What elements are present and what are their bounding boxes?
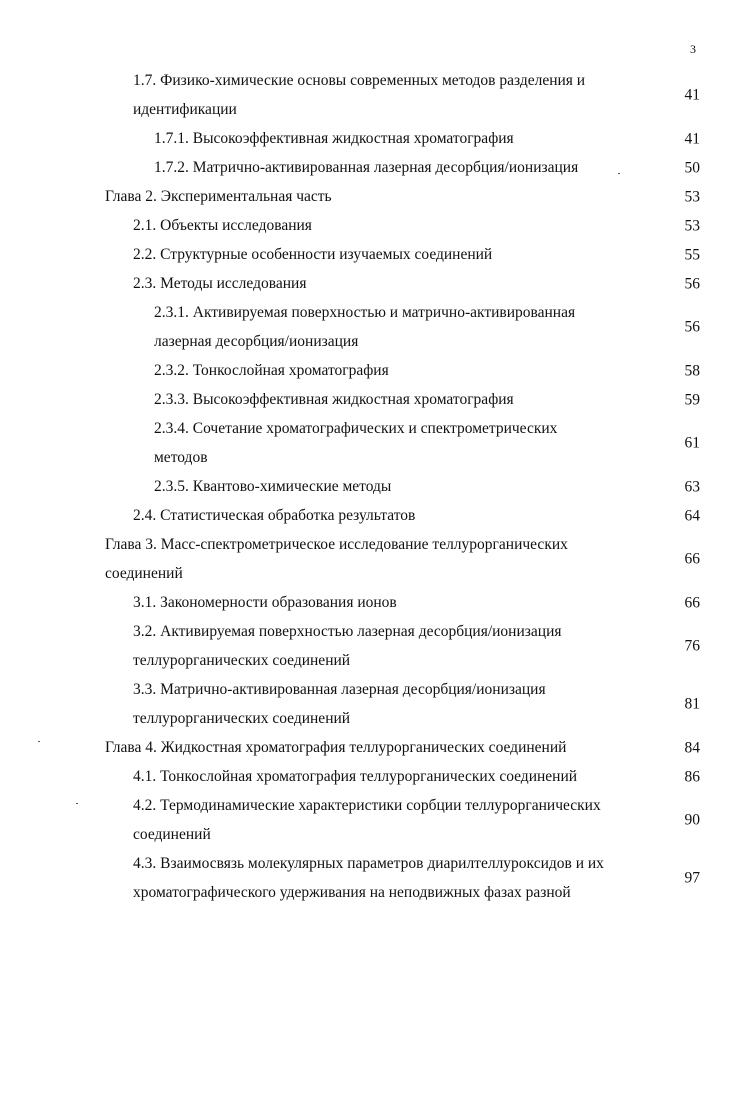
- toc-entry: [0, 588, 733, 617]
- toc-entry-line: соединений: [105, 565, 183, 582]
- toc-entry-line: 2.2. Структурные особенности изучаемых соединений: [133, 246, 493, 263]
- toc-entry-title: [0, 501, 733, 530]
- toc-entry: [0, 617, 733, 675]
- toc-entry-page: 53: [684, 217, 700, 234]
- toc-entry-line: теллурорганических соединений: [133, 710, 351, 727]
- toc-entry-line: теллурорганических соединений: [133, 652, 351, 669]
- toc-entry-page: 41: [684, 86, 700, 104]
- toc-entry-title: [0, 356, 733, 385]
- toc-entry-line: 4.3. Взаимосвязь молекулярных параметров диарилтеллуроксидов и их: [133, 855, 604, 872]
- toc-entry: [0, 182, 733, 211]
- toc-entry-page: 66: [684, 550, 700, 568]
- scan-speck: [76, 803, 78, 804]
- toc-entry-page: 97: [684, 869, 700, 887]
- scan-speck: [38, 741, 40, 742]
- toc-entry-line: 1.7.2. Матрично-активированная лазерная десорбция/ионизация: [154, 159, 579, 176]
- toc-entry: [0, 298, 733, 356]
- toc-entry: [0, 501, 733, 530]
- toc-entry-line: соединений: [133, 826, 211, 843]
- toc-entry: [0, 762, 733, 791]
- toc-entry-page: 86: [684, 768, 700, 785]
- toc-entry-title: [0, 733, 733, 762]
- toc-entry-page: 84: [684, 739, 700, 756]
- toc-entry-line: 2.3. Методы исследования: [133, 275, 307, 292]
- toc-entry: [0, 675, 733, 733]
- toc-entry-line: 2.1. Объекты исследования: [133, 217, 312, 234]
- toc-entry-title: [0, 124, 733, 153]
- toc-entry: [0, 211, 733, 240]
- toc-entry: [0, 414, 733, 472]
- toc-entry-page: 90: [684, 811, 700, 829]
- toc-entry-line: 2.3.2. Тонкослойная хроматография: [154, 362, 389, 379]
- toc-entry-title: [0, 385, 733, 414]
- toc-entry-page: 55: [684, 246, 700, 263]
- toc-entry: [0, 240, 733, 269]
- toc-entry-title: [0, 153, 733, 182]
- toc-entry-title: [0, 414, 733, 472]
- toc-entry-title: [0, 762, 733, 791]
- toc-entry-line: Глава 2. Экспериментальная часть: [105, 188, 332, 205]
- toc-entry: [0, 791, 733, 849]
- toc-entry-line: 2.4. Статистическая обработка результатов: [133, 507, 416, 524]
- scan-speck: [618, 173, 620, 174]
- page-number: 3: [690, 42, 696, 56]
- toc-entry-page: 63: [684, 478, 700, 495]
- toc-entry-title: [0, 588, 733, 617]
- toc-entry-title: [0, 849, 733, 907]
- toc-entry-title: [0, 211, 733, 240]
- toc-entry-line: 2.3.4. Сочетание хроматографических и спектрометрических: [154, 420, 558, 437]
- toc-entry: [0, 849, 733, 907]
- toc-entry-line: 2.3.1. Активируемая поверхностью и матрично-активированная: [154, 304, 576, 321]
- toc-entry-page: 81: [684, 695, 700, 713]
- toc-entry-line: 1.7.1. Высокоэффективная жидкостная хроматография: [154, 130, 514, 147]
- toc-entry-title: [0, 675, 733, 733]
- toc-entry-title: [0, 791, 733, 849]
- toc-entry-line: идентификации: [133, 101, 237, 118]
- toc-entry-page: 56: [684, 275, 700, 292]
- toc-entry-title: [0, 472, 733, 501]
- toc-entry: [0, 385, 733, 414]
- toc-entry-title: [0, 530, 733, 588]
- toc-entry-line: 3.1. Закономерности образования ионов: [133, 594, 397, 611]
- toc-entry-page: 76: [684, 637, 700, 655]
- toc-entry-line: 3.2. Активируемая поверхностью лазерная десорбция/ионизация: [133, 623, 562, 640]
- toc-entry: [0, 530, 733, 588]
- table-of-contents: [0, 66, 733, 907]
- toc-entry-line: 3.3. Матрично-активированная лазерная десорбция/ионизация: [133, 681, 546, 698]
- toc-entry-page: 41: [684, 130, 700, 147]
- toc-entry-line: 2.3.3. Высокоэффективная жидкостная хроматография: [154, 391, 514, 408]
- toc-entry-line: 2.3.5. Квантово-химические методы: [154, 478, 392, 495]
- toc-entry-line: методов: [154, 449, 208, 466]
- toc-entry-title: [0, 617, 733, 675]
- toc-entry-line: 4.2. Термодинамические характеристики сорбции теллурорганических: [133, 797, 601, 814]
- toc-entry-page: 50: [684, 159, 700, 176]
- toc-entry-page: 56: [684, 318, 700, 336]
- toc-entry: [0, 124, 733, 153]
- toc-entry: [0, 66, 733, 124]
- toc-entry: [0, 472, 733, 501]
- toc-entry: [0, 153, 733, 182]
- toc-entry-line: Глава 4. Жидкостная хроматография теллурорганических соединений: [105, 739, 567, 756]
- toc-entry-line: лазерная десорбция/ионизация: [154, 333, 359, 350]
- toc-entry-page: 66: [684, 594, 700, 611]
- toc-entry-title: [0, 269, 733, 298]
- toc-entry-page: 58: [684, 362, 700, 379]
- toc-entry: [0, 356, 733, 385]
- toc-entry: [0, 269, 733, 298]
- toc-entry-title: [0, 240, 733, 269]
- toc-entry-page: 61: [684, 434, 700, 452]
- toc-entry-line: хроматографического удерживания на неподвижных фазах разной: [133, 884, 571, 901]
- toc-entry-page: 53: [684, 188, 700, 205]
- toc-entry-line: Глава 3. Масс-спектрометрическое исследование теллурорганических: [105, 536, 568, 553]
- toc-entry-title: [0, 66, 733, 124]
- toc-entry: [0, 733, 733, 762]
- toc-entry-line: 4.1. Тонкослойная хроматография теллурорганических соединений: [133, 768, 578, 785]
- toc-entry-line: 1.7. Физико-химические основы современных методов разделения и: [133, 72, 586, 89]
- toc-entry-title: [0, 298, 733, 356]
- toc-entry-page: 64: [684, 507, 700, 524]
- toc-entry-title: [0, 182, 733, 211]
- toc-entry-page: 59: [684, 391, 700, 408]
